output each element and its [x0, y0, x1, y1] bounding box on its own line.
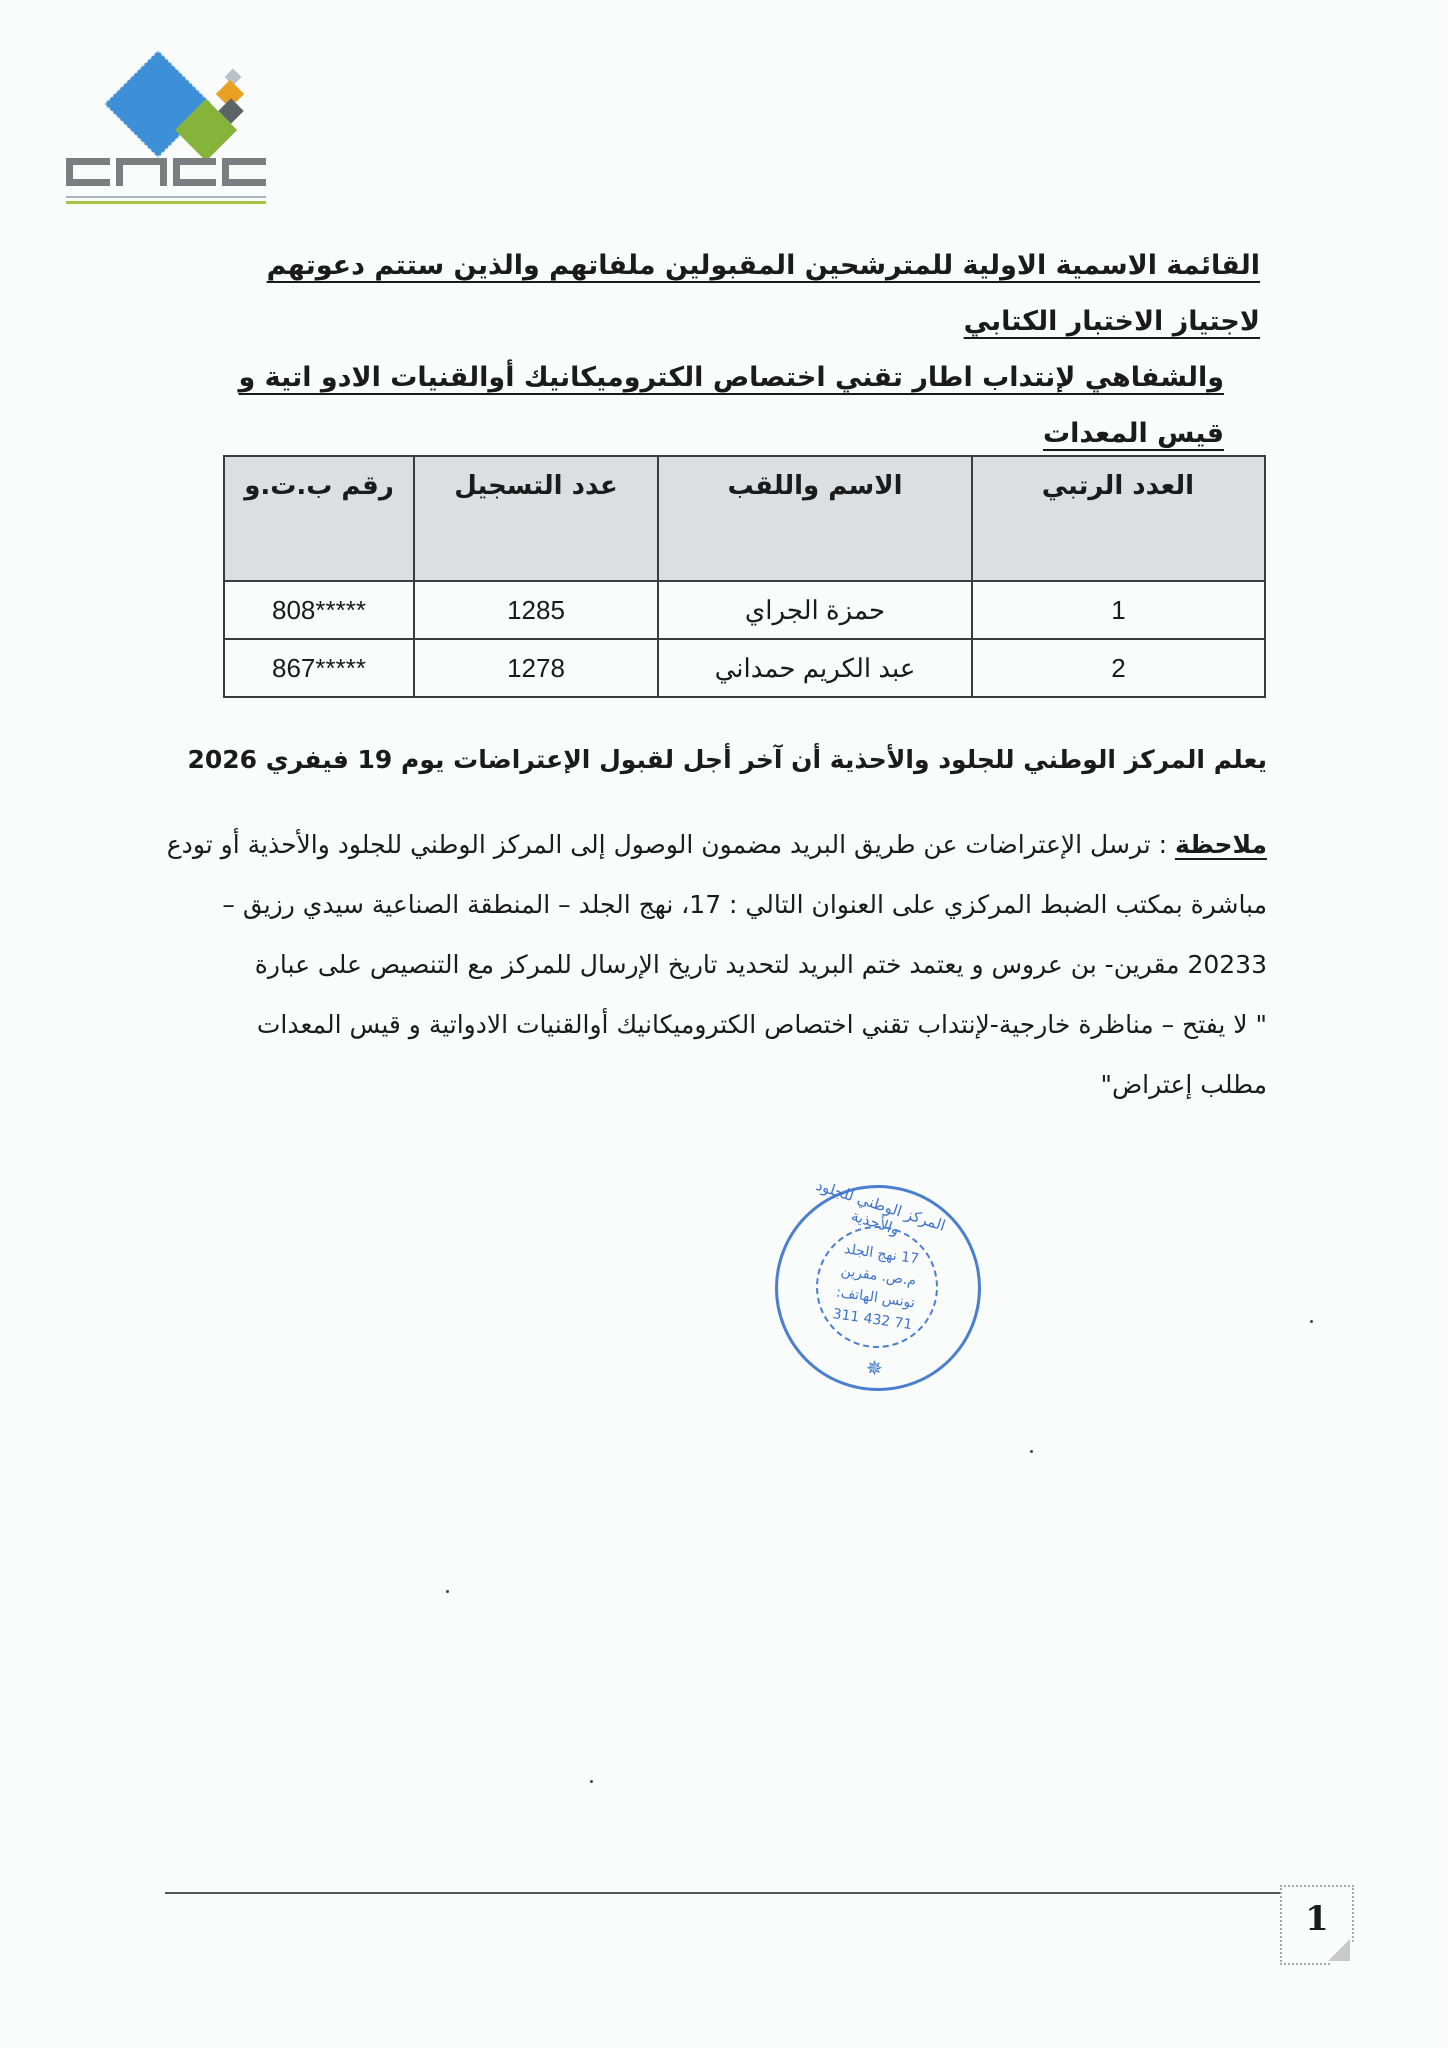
- cncc-logo: [62, 46, 272, 206]
- header-id-number: رقم ب.ت.و: [224, 456, 414, 581]
- deadline-notice: يعلم المركز الوطني للجلود والأحذية أن آخر أجل لقبول الإعتراضات يوم 19 فيفري 2026: [187, 745, 1267, 774]
- candidates-table: [223, 455, 1266, 698]
- stamp-line: تونس الهاتف:: [835, 1284, 916, 1312]
- note-label: ملاحظة: [1175, 830, 1267, 859]
- logo-divider-green: [66, 201, 266, 204]
- document-title: [170, 238, 1260, 462]
- note-line: مباشرة بمكتب الضبط المركزي على العنوان التالي : 17، نهج الجلد – المنطقة الصناعية سيدي رزيق –: [222, 890, 1267, 919]
- cell-id-number: *****867: [224, 639, 414, 697]
- cell-registration: 1285: [414, 581, 658, 639]
- note-paragraph: [166, 815, 1267, 1115]
- header-name: الاسم واللقب: [658, 456, 972, 581]
- scan-speck: [1030, 1450, 1033, 1453]
- note-line: ملاحظة : ترسل الإعتراضات عن طريق البريد مضمون الوصول إلى المركز الوطني للجلود والأحذية أو تودع: [166, 830, 1267, 859]
- table-row: [224, 639, 1265, 697]
- logo-divider: [66, 196, 266, 198]
- cell-registration: 1278: [414, 639, 658, 697]
- cell-name: حمزة الجراي: [658, 581, 972, 639]
- scan-speck: [446, 1590, 449, 1593]
- note-line: 20233 مقرين- بن عروس و يعتمد ختم البريد لتحديد تاريخ الإرسال للمركز مع التنصيص على عبارة: [254, 950, 1267, 979]
- table-header-row: [224, 456, 1265, 581]
- page-number: 1: [1305, 1899, 1329, 1939]
- cell-rank: 1: [972, 581, 1265, 639]
- cell-id-number: *****808: [224, 581, 414, 639]
- header-rank: العدد الرتبي: [972, 456, 1265, 581]
- logo-wordmark: [66, 158, 266, 186]
- page-number-box: [1280, 1885, 1354, 1965]
- scan-speck: [590, 1780, 593, 1783]
- stamp-star-icon: ✵: [866, 1356, 883, 1380]
- scan-speck: [1310, 1320, 1313, 1323]
- official-stamp: [775, 1176, 981, 1391]
- stamp-line: 71 432 311: [831, 1306, 914, 1334]
- table-row: [224, 581, 1265, 639]
- note-line: مطلب إعتراض": [1100, 1070, 1267, 1099]
- title-line-1: القائمة الاسمية الاولية للمترشحين المقبولين ملفاتهم والذين ستتم دعوتهم لاجتياز الاختبار الكتابي: [266, 250, 1260, 337]
- cell-rank: 2: [972, 639, 1265, 697]
- footer-divider: [165, 1892, 1280, 1894]
- stamp-line: 17 نهج الجلد: [843, 1241, 920, 1268]
- note-line: " لا يفتح – مناظرة خارجية-لإنتداب تقني اختصاص الكتروميكانيك أوالقنيات الادواتية و قيس المعدات: [256, 1010, 1267, 1039]
- stamp-line: م.ص. مقرين: [839, 1262, 918, 1290]
- stamp-ring-text: المركز الوطني للجلود والأحذية: [813, 1176, 948, 1239]
- title-line-2: والشفاهي لإنتداب اطار تقني اختصاص الكتروميكانيك أوالقنيات الادو اتية و قيس المعدات: [238, 362, 1224, 449]
- header-registration: عدد التسجيل: [414, 456, 658, 581]
- cell-name: عبد الكريم حمداني: [658, 639, 972, 697]
